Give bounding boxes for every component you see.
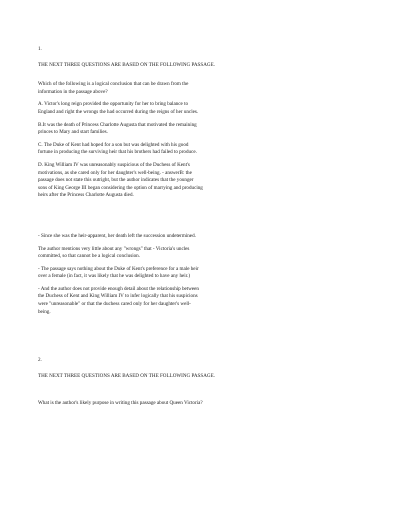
option-b: [38, 122, 370, 137]
option-line: passage does not state this outright, but the author indicates that the younger: [38, 177, 194, 184]
option-a: [38, 101, 370, 116]
explanation-line: were "unreasonable" or that the duchess cared only for her daughter's well-: [38, 301, 191, 308]
explanation-line: the Duchess of Kent and King William IV to infer logically that his suspicions: [38, 293, 198, 300]
question-2-number: 2.: [38, 357, 42, 364]
option-line: sons of King George III began considering the option of marrying and producing: [38, 184, 203, 191]
option-line: motivations, as she cared only for her daughter's well-being. - answerB: the: [38, 169, 192, 176]
option-line: princes to Mary and start families.: [38, 129, 108, 136]
option-line: A. Victor's long reign provided the opportunity for her to bring balance to: [38, 101, 189, 108]
explanation-4: [38, 286, 370, 316]
option-line: fortune in producing the surviving heir that his brothers had failed to produce.: [38, 149, 197, 156]
question-1-number: 1.: [38, 46, 42, 52]
explanation-line: - Since she was the heir-apparent, her death left the succession undetermined.: [38, 232, 196, 239]
explanation-line: committed, so that cannot be a logical conclusion.: [38, 253, 140, 260]
question-2-header: THE NEXT THREE QUESTIONS ARE BASED ON THE FOLLOWING PASSAGE.: [38, 372, 215, 379]
prompt-line: What is the author's likely purpose in writing this passage about Queen Victoria?: [38, 400, 203, 407]
explanation-line: - The passage says nothing about the Duke of Kent's preference for a male heir: [38, 265, 199, 272]
option-line: D. King William IV was unreasonably suspicious of the Duchess of Kent's: [38, 161, 190, 168]
question-1-header: THE NEXT THREE QUESTIONS ARE BASED ON THE FOLLOWING PASSAGE.: [38, 61, 215, 68]
question-1-prompt: [38, 81, 370, 96]
option-line: England and right the wrongs the had occurred during the reigns of her uncles.: [38, 108, 199, 115]
option-c: [38, 142, 370, 157]
option-line: C. The Duke of Kent had hoped for a son but was delighted with his good: [38, 141, 189, 148]
option-line: B.It was the death of Princess Charlotte Augusta that motivated the remaining: [38, 121, 197, 128]
explanation-line: - And the author does not provide enough detail about the relationship between: [38, 285, 199, 292]
option-line: heirs after the Princess Charlotte Augusta died.: [38, 192, 134, 199]
explanation-line: being.: [38, 308, 51, 315]
prompt-line: Which of the following is a logical conclusion that can be drawn from the: [38, 81, 189, 88]
explanation-1: [38, 233, 370, 241]
explanation-2: [38, 246, 370, 261]
explanation-line: over a female (in fact, it was likely that he was delighted to have any heir.): [38, 273, 191, 280]
prompt-line: information in the passage above?: [38, 88, 108, 95]
option-d-and-answer: [38, 162, 370, 200]
explanation-line: The author mentions very little about any "wrongs" that - Victoria's uncles: [38, 245, 190, 252]
question-2-prompt: [38, 400, 370, 408]
explanation-3: [38, 266, 370, 281]
